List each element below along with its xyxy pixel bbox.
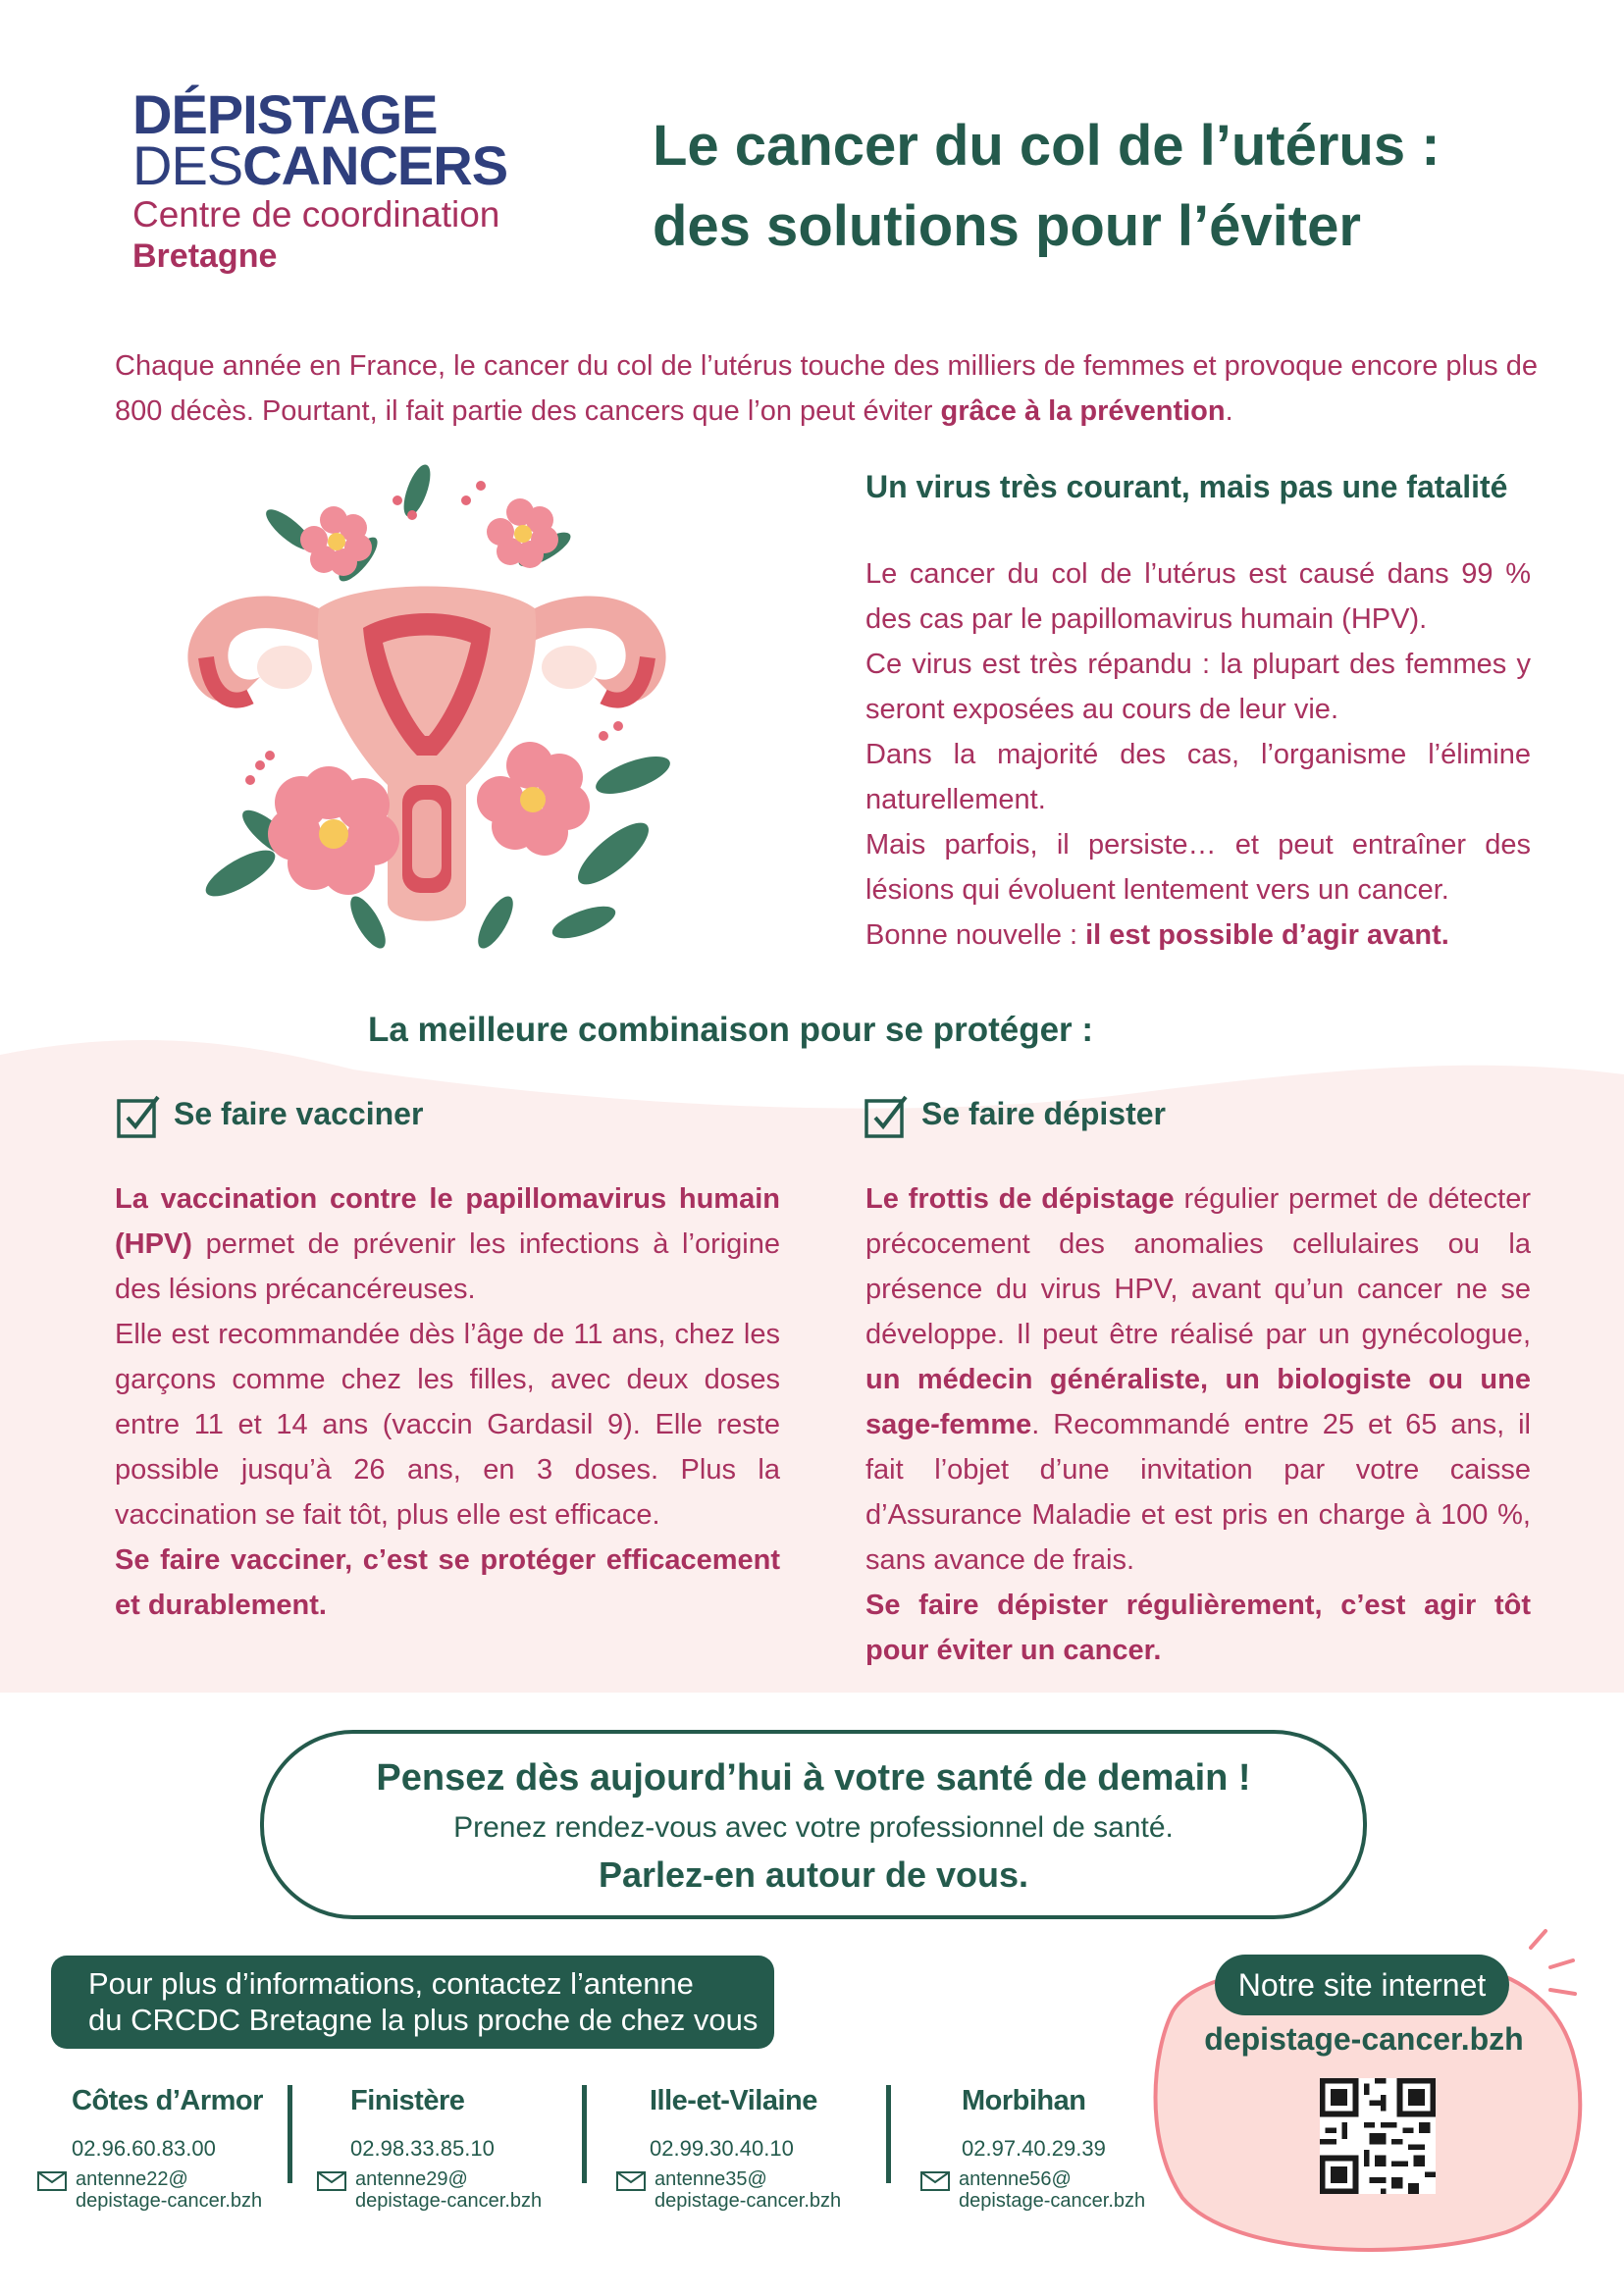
flower-bottom-right bbox=[477, 742, 590, 856]
intro-end: . bbox=[1225, 395, 1233, 427]
screening-heading: Se faire dépister bbox=[921, 1096, 1166, 1131]
logo-line-3: Centre de coordination bbox=[132, 194, 500, 235]
virus-p1: Le cancer du col de l’utérus est causé dans 99 % des cas par le papillomavirus humain (HPV). bbox=[865, 558, 1531, 635]
screening-p1-bold: Le frottis de dépistage bbox=[865, 1183, 1175, 1215]
mail-icon bbox=[920, 2171, 950, 2191]
contact-mail-domain: depistage-cancer.bzh bbox=[76, 2190, 263, 2212]
uterus-flowers-illustration bbox=[172, 461, 682, 962]
combo-heading: La meilleure combinaison pour se protéger : bbox=[368, 1011, 1094, 1049]
checkbox-icon bbox=[116, 1094, 161, 1139]
website-link[interactable]: depistage-cancer.bzh bbox=[1204, 2021, 1524, 2057]
vaccine-p1-bold: La vaccination contre le papillomavirus humain (HPV) bbox=[115, 1183, 780, 1260]
contact-phone: 02.99.30.40.10 bbox=[650, 2136, 794, 2161]
contact-mail-user: antenne29@ bbox=[355, 2168, 468, 2190]
contact-mail-user: antenne35@ bbox=[655, 2168, 767, 2190]
contact-mail-user: antenne22@ bbox=[76, 2168, 188, 2190]
cta-line-1: Pensez dès aujourd’hui à votre santé de demain ! bbox=[376, 1757, 1251, 1799]
mail-icon bbox=[317, 2171, 346, 2191]
contact-phone: 02.98.33.85.10 bbox=[350, 2136, 495, 2161]
screening-p1-rest2: . Recommandé entre 25 et 65 ans, il fait l’objet d’une invitation par votre caisse d’Assurance Maladie et est pris en charge à 100 %, sans avance de frais. bbox=[865, 1409, 1531, 1576]
contact-mail bbox=[76, 2168, 262, 2212]
contact-mail bbox=[355, 2168, 542, 2212]
logo-cancers: CANCERS bbox=[242, 134, 508, 196]
logo-line-2 bbox=[132, 134, 508, 196]
intro-text: Chaque année en France, le cancer du col de l’utérus touche des milliers de femmes et provoque encore plus de 800 décès. Pourtant, il fait partie des cancers que l’on peut éviter bbox=[115, 350, 1538, 427]
logo-line-4: Bretagne bbox=[132, 237, 278, 275]
contact-name-finistere: Finistère bbox=[350, 2085, 465, 2116]
title-line-2: des solutions pour l’éviter bbox=[653, 194, 1361, 258]
screening-p1 bbox=[865, 1176, 1531, 1583]
contact-mail bbox=[959, 2168, 1145, 2212]
screening-p1-bold2: un médecin généraliste, un biologiste ou une sage-femme bbox=[865, 1364, 1531, 1440]
mail-icon bbox=[616, 2171, 646, 2191]
qr-code[interactable] bbox=[1320, 2078, 1436, 2194]
virus-body bbox=[865, 551, 1531, 958]
vaccine-p2: Elle est recommandée dès l’âge de 11 ans, chez les garçons comme chez les filles, avec deux doses entre 11 et 14 ans (vaccin Gardasil 9). Elle reste possible jusqu’à 26 ans, en 3 doses. Plus la vaccination se fait tôt, plus elle est efficace. bbox=[115, 1319, 780, 1531]
mail-icon bbox=[37, 2171, 67, 2191]
contact-mail-domain: depistage-cancer.bzh bbox=[959, 2190, 1146, 2212]
vaccine-p3: Se faire vacciner, c’est se protéger efficacement et durablement. bbox=[115, 1544, 780, 1621]
screening-body bbox=[865, 1176, 1531, 1673]
flower-bottom-left bbox=[268, 766, 399, 895]
vaccine-heading: Se faire vacciner bbox=[174, 1096, 424, 1131]
virus-heading: Un virus très courant, mais pas une fatalité bbox=[865, 469, 1508, 504]
website-label: Notre site internet bbox=[1215, 1955, 1509, 2015]
contact-mail-domain: depistage-cancer.bzh bbox=[355, 2190, 543, 2212]
info-line-2: du CRCDC Bretagne la plus proche de chez vous bbox=[88, 2003, 759, 2037]
contact-mail-domain: depistage-cancer.bzh bbox=[655, 2190, 842, 2212]
divider bbox=[582, 2085, 587, 2183]
contact-mail-user: antenne56@ bbox=[959, 2168, 1072, 2190]
divider bbox=[886, 2085, 891, 2183]
virus-p5 bbox=[865, 913, 1531, 958]
screening-p2: Se faire dépister régulièrement, c’est agir tôt pour éviter un cancer. bbox=[865, 1590, 1531, 1666]
contact-phone: 02.96.60.83.00 bbox=[72, 2136, 216, 2161]
logo-line-1: DÉPISTAGE bbox=[132, 83, 438, 145]
virus-p5-bold: il est possible d’agir avant. bbox=[1085, 919, 1449, 951]
info-banner bbox=[51, 1956, 774, 2049]
screening-p1-rest: régulier permet de détecter précocement des anomalies cellulaires ou la présence du virus HPV, avant qu’un cancer ne se développe. Il peut être réalisé par un gynécologue, bbox=[865, 1183, 1531, 1350]
cta-line-2: Prenez rendez-vous avec votre professionnel de santé. bbox=[453, 1811, 1174, 1844]
contact-mail bbox=[655, 2168, 841, 2212]
divider bbox=[288, 2085, 292, 2183]
virus-p5-text: Bonne nouvelle : bbox=[865, 919, 1086, 951]
vaccine-p1 bbox=[115, 1176, 780, 1312]
virus-p3: Dans la majorité des cas, l’organisme l’élimine naturellement. bbox=[865, 739, 1531, 815]
cta-line-3: Parlez-en autour de vous. bbox=[598, 1854, 1029, 1895]
contact-name-cotes-darmor: Côtes d’Armor bbox=[72, 2085, 263, 2116]
call-to-action-box bbox=[260, 1730, 1367, 1919]
title-line-1: Le cancer du col de l’utérus : bbox=[653, 114, 1441, 178]
vaccine-p1-rest: permet de prévenir les infections à l’origine des lésions précancéreuses. bbox=[115, 1228, 780, 1305]
contact-phone: 02.97.40.29.39 bbox=[962, 2136, 1106, 2161]
virus-p2: Ce virus est très répandu : la plupart des femmes y seront exposées au cours de leur vie. bbox=[865, 649, 1531, 725]
vaccine-body bbox=[115, 1176, 780, 1628]
virus-p4: Mais parfois, il persiste… et peut entraîner des lésions qui évoluent lentement vers un cancer. bbox=[865, 829, 1531, 906]
intro-bold: grâce à la prévention bbox=[940, 395, 1226, 427]
logo-des: DES bbox=[132, 134, 243, 196]
intro-paragraph bbox=[115, 343, 1538, 434]
contact-name-ille-et-vilaine: Ille-et-Vilaine bbox=[650, 2085, 817, 2116]
page-title bbox=[653, 106, 1536, 267]
contact-name-morbihan: Morbihan bbox=[962, 2085, 1086, 2116]
info-line-1: Pour plus d’informations, contactez l’antenne bbox=[88, 1966, 694, 2001]
checkbox-icon bbox=[864, 1094, 909, 1139]
